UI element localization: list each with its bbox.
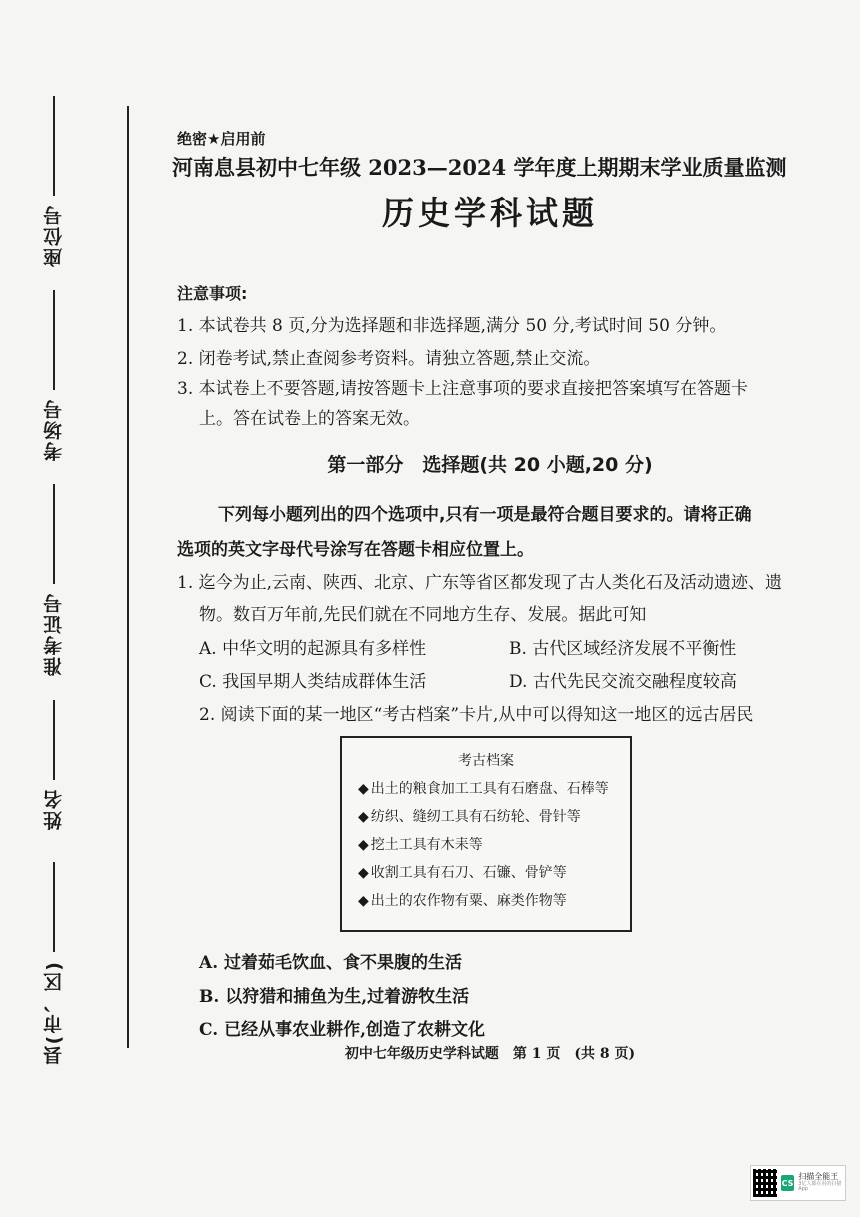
archaeology-card (340, 736, 632, 932)
binding-divider (127, 106, 129, 1048)
county-field (40, 862, 67, 1065)
question-1-option-d: D. 古代先民交流交融程度较高 (509, 672, 737, 692)
diamond-bullet-icon: ◆ (358, 865, 369, 881)
card-item: ◆ 纺织、缝纫工具有石纺轮、骨针等 (358, 809, 581, 825)
diamond-bullet-icon: ◆ (358, 837, 369, 853)
scanner-name: 扫描全能王 3亿人都在用的扫描App (798, 1172, 842, 1193)
seat-line (53, 96, 55, 196)
notes-title: 注意事项: (177, 284, 248, 303)
instruction-line: 下列每小题列出的四个选项中,只有一项是最符合题目要求的。请将正确 (218, 505, 752, 525)
page-title: 历史学科试题 (381, 194, 598, 232)
room-label: 考场号 (43, 398, 65, 461)
exam-name: 河南息县初中七年级 2023—2024 学年度上期期末学业质量监测 (172, 155, 787, 180)
section-title: 第一部分 选择题(共 20 小题,20 分) (327, 454, 653, 476)
question-1-stem: 1. 迄今为止,云南、陕西、北京、广东等省区都发现了古人类化石及活动遗迹、遗 (177, 573, 783, 593)
note-item: 1. 本试卷共 8 页,分为选择题和非选择题,满分 50 分,考试时间 50 分钟。 (177, 316, 727, 336)
note-item: 上。答在试卷上的答案无效。 (199, 409, 420, 429)
diamond-bullet-icon: ◆ (358, 893, 369, 909)
ticket-label: 准考证号 (43, 592, 65, 676)
diamond-bullet-icon: ◆ (358, 809, 369, 825)
room-line (53, 290, 55, 390)
room-field (40, 290, 67, 461)
ticket-line (53, 484, 55, 584)
card-title: 考古档案 (458, 753, 514, 769)
question-2-option-a: A. 过着茹毛饮血、食不果腹的生活 (199, 953, 463, 973)
card-item: ◆ 收割工具有石刀、石镰、骨铲等 (358, 865, 567, 881)
name-label: 姓名 (43, 788, 65, 830)
name-field (40, 700, 67, 830)
note-item: 3. 本试卷上不要答题,请按答题卡上注意事项的要求直接把答案填写在答题卡 (177, 379, 749, 399)
card-item: ◆ 出土的农作物有粟、麻类作物等 (358, 893, 567, 909)
county-label: 县(市、区) (43, 960, 65, 1066)
secret-mark: 绝密★启用前 (177, 130, 266, 148)
question-2-option-c: C. 已经从事农业耕作,创造了农耕文化 (199, 1020, 485, 1040)
question-2-stem: 2. 阅读下面的某一地区“考古档案”卡片,从中可以得知这一地区的远古居民 (199, 705, 754, 725)
scanner-watermark (750, 1165, 846, 1201)
diamond-bullet-icon: ◆ (358, 781, 369, 797)
page-footer: 初中七年级历史学科试题 第 1 页 (共 8 页) (344, 1046, 636, 1062)
name-line (53, 700, 55, 780)
instruction-line: 选项的英文字母代号涂写在答题卡相应位置上。 (177, 540, 534, 560)
question-2-option-b: B. 以狩猎和捕鱼为生,过着游牧生活 (199, 987, 470, 1007)
question-1-stem-cont: 物。数百万年前,先民们就在不同地方生存、发展。据此可知 (199, 605, 647, 625)
question-1-option-b: B. 古代区域经济发展不平衡性 (509, 639, 737, 659)
question-1-option-a: A. 中华文明的起源具有多样性 (199, 639, 427, 659)
qr-code-icon (753, 1169, 777, 1197)
card-item: ◆ 挖土工具有木耒等 (358, 837, 483, 853)
seat-label: 座位号 (43, 204, 65, 267)
county-line (53, 862, 55, 952)
camscanner-logo-icon: CS (781, 1175, 795, 1191)
ticket-field (40, 484, 67, 676)
question-1-option-c: C. 我国早期人类结成群体生活 (199, 672, 427, 692)
note-item: 2. 闭卷考试,禁止查阅参考资料。请独立答题,禁止交流。 (177, 349, 601, 369)
card-item: ◆ 出土的粮食加工工具有石磨盘、石棒等 (358, 781, 609, 797)
seat-field (40, 96, 67, 267)
